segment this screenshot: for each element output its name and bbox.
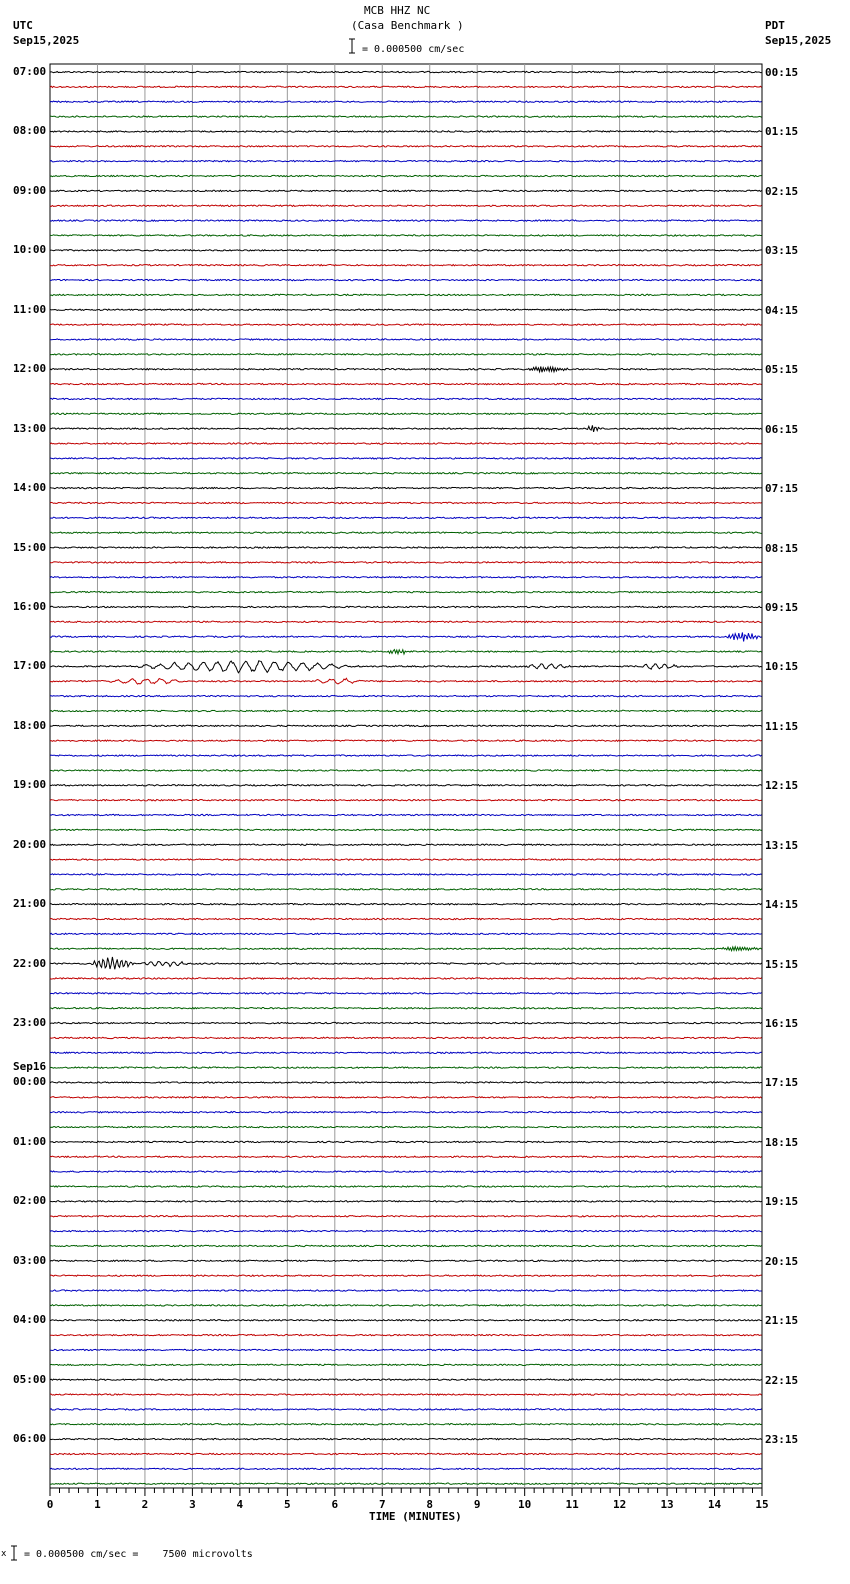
trace-row bbox=[50, 1320, 762, 1321]
pdt-hour-label: 06:15 bbox=[765, 422, 799, 436]
trace-row bbox=[50, 1424, 762, 1425]
x-tick-label: 5 bbox=[284, 1498, 291, 1511]
footer-calibration: = 0.000500 cm/sec = 7500 microvolts bbox=[24, 1549, 253, 1560]
trace-row bbox=[50, 1037, 762, 1038]
x-tick-label: 8 bbox=[426, 1498, 434, 1511]
trace-row bbox=[50, 517, 762, 518]
trace-row bbox=[50, 264, 762, 265]
trace-row bbox=[50, 339, 762, 340]
trace-row bbox=[50, 1230, 762, 1231]
trace-row bbox=[50, 1007, 762, 1008]
plot-grid bbox=[50, 64, 762, 1488]
trace-row bbox=[50, 1156, 762, 1157]
x-tick-label: 14 bbox=[707, 1498, 722, 1511]
trace-row bbox=[50, 1409, 762, 1410]
x-tick-label: 3 bbox=[189, 1498, 196, 1511]
trace-row bbox=[50, 993, 762, 994]
trace-row bbox=[50, 874, 762, 875]
trace-row bbox=[50, 933, 762, 934]
scale-text: = 0.000500 cm/sec bbox=[362, 44, 465, 55]
trace-row bbox=[50, 175, 762, 176]
trace-row bbox=[50, 1216, 762, 1217]
trace-row bbox=[50, 413, 762, 414]
pdt-hour-label: 03:15 bbox=[765, 244, 799, 258]
trace-row bbox=[50, 621, 762, 622]
trace-row bbox=[50, 1453, 762, 1454]
trace-row bbox=[50, 1290, 762, 1291]
trace-row bbox=[50, 324, 762, 325]
trace-row bbox=[50, 978, 762, 979]
trace-row bbox=[50, 458, 762, 459]
utc-hour-label: 09:00 bbox=[13, 183, 47, 197]
trace-row bbox=[50, 632, 762, 641]
time-axis bbox=[47, 1488, 769, 1511]
trace-row bbox=[50, 591, 762, 592]
x-tick-label: 7 bbox=[378, 1498, 386, 1511]
trace-row bbox=[50, 562, 762, 563]
trace-row bbox=[50, 829, 762, 830]
utc-hour-label: 07:00 bbox=[13, 65, 47, 78]
trace-row bbox=[50, 650, 762, 654]
trace-row bbox=[50, 71, 762, 72]
trace-row bbox=[50, 487, 762, 488]
trace-row bbox=[50, 695, 762, 696]
trace-row bbox=[50, 1126, 762, 1127]
trace-row bbox=[50, 1141, 762, 1142]
utc-hour-label: 11:00 bbox=[13, 302, 47, 316]
right-date: Sep15,2025 bbox=[765, 34, 832, 47]
trace-row bbox=[50, 947, 762, 951]
trace-row bbox=[50, 1052, 762, 1053]
trace-row bbox=[50, 859, 762, 860]
trace-row bbox=[50, 1394, 762, 1395]
trace-row bbox=[50, 443, 762, 444]
station-location: (Casa Benchmark ) bbox=[351, 19, 464, 32]
trace-row bbox=[50, 86, 762, 87]
utc-hour-label: 03:00 bbox=[13, 1253, 47, 1267]
trace-row bbox=[50, 1186, 762, 1187]
pdt-hour-label: 11:15 bbox=[765, 719, 799, 733]
trace-row bbox=[50, 1067, 762, 1068]
pdt-hour-label: 19:15 bbox=[765, 1195, 799, 1209]
trace-row bbox=[50, 755, 762, 756]
pdt-hour-label: 13:15 bbox=[765, 838, 799, 852]
trace-row bbox=[50, 799, 762, 800]
trace-row bbox=[50, 1483, 762, 1484]
utc-hour-label: 14:00 bbox=[13, 481, 47, 495]
utc-hour-label: 12:00 bbox=[13, 362, 47, 376]
trace-row bbox=[50, 957, 762, 969]
trace-row bbox=[50, 547, 762, 548]
pdt-hour-label: 08:15 bbox=[765, 541, 799, 555]
trace-row bbox=[50, 710, 762, 711]
pdt-hour-label: 04:15 bbox=[765, 303, 799, 317]
trace-row bbox=[50, 918, 762, 919]
x-tick-label: 0 bbox=[46, 1498, 54, 1511]
pdt-hour-label: 16:15 bbox=[765, 1017, 799, 1031]
left-timezone: UTC bbox=[13, 19, 33, 32]
trace-row bbox=[50, 309, 762, 310]
trace-row bbox=[50, 1334, 762, 1335]
utc-hour-label: 04:00 bbox=[13, 1313, 47, 1327]
pdt-hour-label: 14:15 bbox=[765, 898, 799, 912]
trace-row bbox=[50, 770, 762, 771]
trace-row bbox=[50, 577, 762, 578]
x-tick-label: 12 bbox=[612, 1498, 627, 1511]
pdt-hour-label: 21:15 bbox=[765, 1314, 799, 1328]
utc-hour-label: 02:00 bbox=[13, 1194, 47, 1208]
x-tick-label: 1 bbox=[94, 1498, 101, 1511]
trace-row bbox=[50, 354, 762, 355]
trace-row bbox=[50, 101, 762, 102]
trace-row bbox=[50, 1438, 762, 1439]
trace-row bbox=[50, 1171, 762, 1172]
trace-row bbox=[50, 250, 762, 251]
pdt-hour-label: 17:15 bbox=[765, 1076, 799, 1090]
utc-hour-label: 19:00 bbox=[13, 778, 47, 792]
utc-hour-label: 20:00 bbox=[13, 837, 47, 851]
x-tick-label: 11 bbox=[565, 1498, 579, 1511]
pdt-hour-label: 00:15 bbox=[765, 66, 799, 79]
footer-prefix: x bbox=[1, 1549, 7, 1559]
utc-hour-label: 08:00 bbox=[13, 124, 47, 138]
trace-row bbox=[50, 785, 762, 786]
trace-row bbox=[50, 1097, 762, 1098]
utc-hour-label: 00:00 bbox=[13, 1075, 47, 1089]
pdt-hour-label: 23:15 bbox=[765, 1433, 799, 1447]
pdt-hour-label: 10:15 bbox=[765, 660, 799, 674]
pdt-hour-label: 12:15 bbox=[765, 779, 799, 793]
utc-hour-label: 17:00 bbox=[13, 659, 47, 673]
x-tick-label: 2 bbox=[141, 1498, 149, 1511]
trace-row bbox=[50, 1260, 762, 1261]
utc-hour-label: 22:00 bbox=[13, 956, 47, 970]
utc-hour-label: 16:00 bbox=[13, 599, 47, 613]
trace-row bbox=[50, 1468, 762, 1469]
utc-hour-label: 18:00 bbox=[13, 718, 47, 732]
trace-row bbox=[50, 294, 762, 295]
trace-row bbox=[50, 160, 762, 161]
trace-row bbox=[50, 889, 762, 890]
trace-row bbox=[50, 903, 762, 904]
x-axis-label: TIME (MINUTES) bbox=[369, 1510, 462, 1523]
station-title: MCB HHZ NC bbox=[364, 4, 431, 17]
trace-row bbox=[50, 1305, 762, 1306]
trace-row bbox=[50, 1364, 762, 1365]
utc-hour-label: 15:00 bbox=[13, 540, 47, 554]
trace-row bbox=[50, 398, 762, 399]
trace-row bbox=[50, 725, 762, 726]
trace-row bbox=[50, 844, 762, 845]
pdt-hour-label: 09:15 bbox=[765, 600, 799, 614]
pdt-hour-label: 01:15 bbox=[765, 125, 799, 139]
trace-row bbox=[50, 740, 762, 741]
trace-row bbox=[50, 606, 762, 607]
pdt-hour-label: 20:15 bbox=[765, 1254, 799, 1268]
utc-hour-label: 06:00 bbox=[13, 1432, 47, 1446]
trace-row bbox=[50, 131, 762, 132]
trace-row bbox=[50, 532, 762, 533]
pdt-hour-label: 07:15 bbox=[765, 482, 799, 496]
trace-row bbox=[50, 425, 762, 432]
x-tick-label: 4 bbox=[236, 1498, 244, 1511]
trace-row bbox=[50, 383, 762, 384]
utc-hour-label: 21:00 bbox=[13, 897, 47, 911]
trace-row bbox=[50, 235, 762, 236]
trace-row bbox=[50, 1022, 762, 1023]
trace-row bbox=[50, 220, 762, 221]
pdt-hour-label: 05:15 bbox=[765, 363, 799, 377]
x-tick-label: 15 bbox=[755, 1498, 769, 1511]
trace-row bbox=[50, 116, 762, 117]
x-tick-label: 13 bbox=[660, 1498, 674, 1511]
utc-hour-label: 05:00 bbox=[13, 1372, 47, 1386]
utc-hour-label: 10:00 bbox=[13, 243, 47, 257]
trace-group bbox=[50, 71, 762, 1484]
pdt-hour-label: 15:15 bbox=[765, 957, 799, 971]
trace-row bbox=[50, 1112, 762, 1113]
date-change-label: Sep16 bbox=[13, 1060, 47, 1074]
trace-row bbox=[50, 1275, 762, 1276]
left-date: Sep15,2025 bbox=[13, 34, 80, 47]
utc-hour-label: 01:00 bbox=[13, 1134, 47, 1148]
trace-row bbox=[50, 1379, 762, 1380]
pdt-hour-label: 18:15 bbox=[765, 1135, 799, 1149]
trace-row bbox=[50, 473, 762, 474]
trace-row bbox=[50, 1082, 762, 1083]
trace-row bbox=[50, 1201, 762, 1202]
trace-row bbox=[50, 205, 762, 206]
pdt-hour-label: 22:15 bbox=[765, 1373, 799, 1387]
x-tick-label: 6 bbox=[331, 1498, 339, 1511]
trace-row bbox=[50, 1349, 762, 1350]
trace-row bbox=[50, 502, 762, 503]
trace-row bbox=[50, 678, 762, 684]
trace-row bbox=[50, 279, 762, 280]
trace-row bbox=[50, 661, 762, 673]
right-timezone: PDT bbox=[765, 19, 785, 32]
x-tick-label: 9 bbox=[473, 1498, 481, 1511]
utc-hour-label: 13:00 bbox=[13, 421, 47, 435]
plot-frame bbox=[50, 64, 762, 1488]
utc-hour-label: 23:00 bbox=[13, 1016, 47, 1030]
trace-row bbox=[50, 814, 762, 815]
trace-row bbox=[50, 367, 762, 373]
pdt-hour-label: 02:15 bbox=[765, 184, 799, 198]
trace-row bbox=[50, 146, 762, 147]
trace-row bbox=[50, 1245, 762, 1246]
x-tick-label: 10 bbox=[518, 1498, 532, 1511]
trace-row bbox=[50, 190, 762, 191]
